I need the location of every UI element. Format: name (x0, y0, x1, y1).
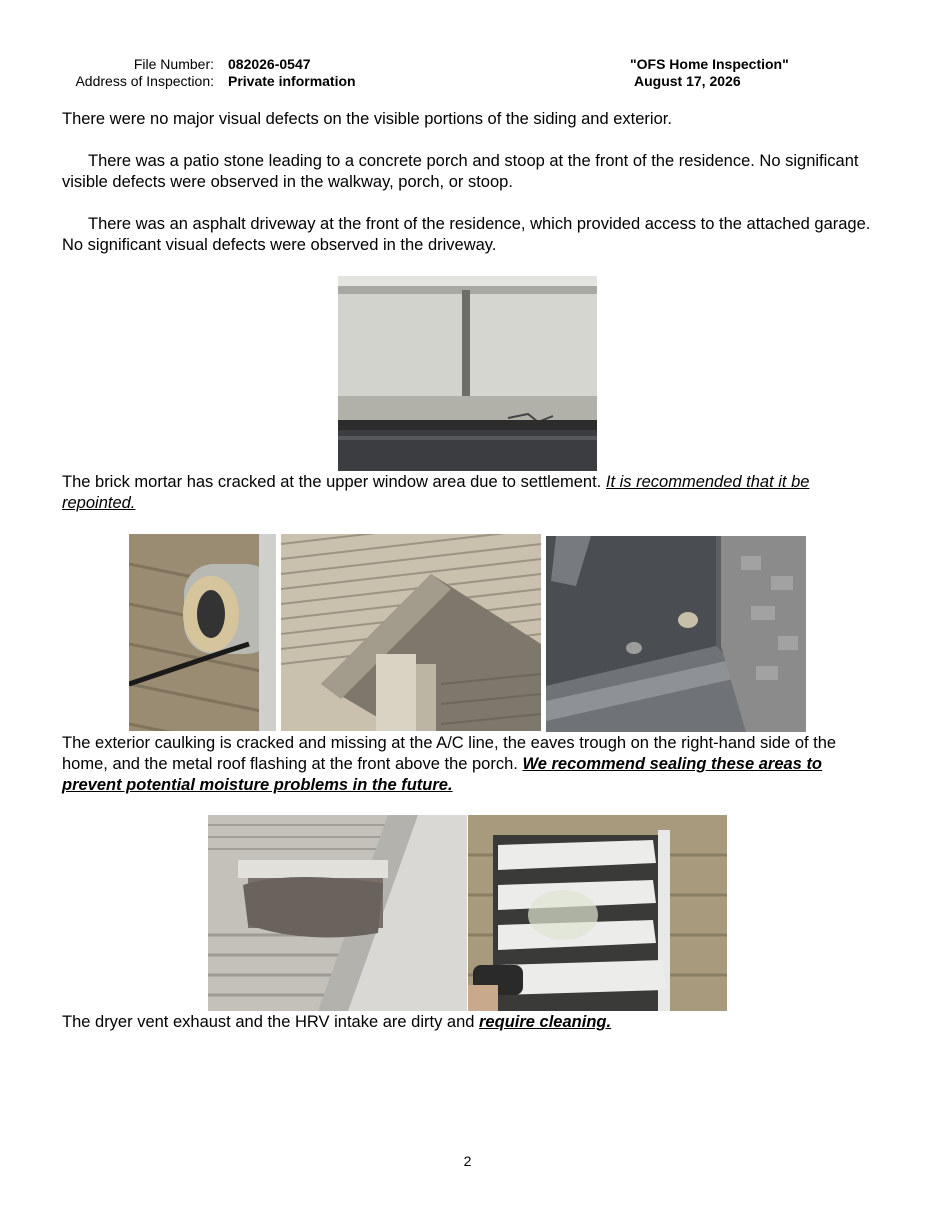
inspection-date: August 17, 2026 (634, 73, 741, 89)
paragraph-porch: There was a patio stone leading to a concrete porch and stoop at the front of the residence. No significant visible defects were observed in the walkway, porch, or stoop. (62, 152, 859, 191)
file-number-label: File Number: (133, 56, 214, 72)
page-number: 2 (463, 1153, 472, 1169)
paragraph-driveway: There was an asphalt driveway at the front of the residence, which provided access to the attached garage. No significant visual defects were observed in the driveway. (62, 215, 871, 254)
paragraph-siding: There were no major visual defects on the visible portions of the siding and exterior. (62, 110, 672, 128)
photo-roof-flashing (546, 536, 806, 732)
caption-brick-mortar: The brick mortar has cracked at the upper window area due to settlement. It is recommended that it be repointed. (62, 473, 810, 512)
photo-ac-line (129, 534, 276, 731)
address-label: Address of Inspection: (75, 73, 214, 89)
caption-caulking: The exterior caulking is cracked and missing at the A/C line, the eaves trough on the right-hand side of the home, and the metal roof flashing at the front above the porch. We recommend sealing these areas to prevent potential moisture problems in the future. (62, 734, 837, 794)
recommendation-sealing: We recommend sealing these areas to prevent potential moisture problems in the future. (62, 755, 823, 794)
recommendation-repoint: It is recommended that it be repointed. (62, 473, 810, 512)
recommendation-cleaning: require cleaning. (479, 1013, 612, 1031)
file-number-value: 082026-0547 (228, 56, 311, 72)
company-name: "OFS Home Inspection" (630, 56, 789, 72)
address-value: Private information (228, 73, 356, 89)
photo-eaves-trough (281, 534, 541, 731)
photo-hrv-intake (468, 815, 727, 1011)
photo-dryer-vent (208, 815, 467, 1011)
photo-brick-mortar (338, 276, 597, 471)
caption-vents: The dryer vent exhaust and the HRV intake are dirty and require cleaning. (62, 1013, 612, 1031)
